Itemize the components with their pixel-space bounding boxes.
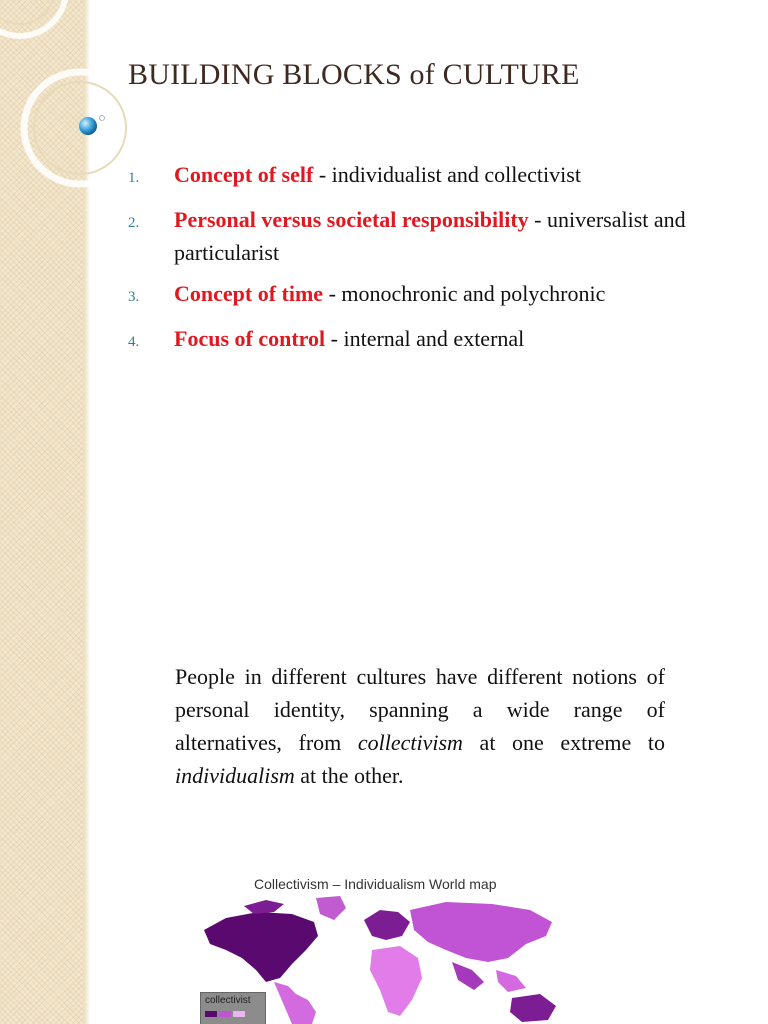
block-description: - individualist and collectivist (313, 162, 581, 187)
legend-swatch-light (233, 1011, 245, 1017)
list-number: 2. (128, 215, 140, 231)
list-number: 4. (128, 334, 140, 350)
paragraph-text: at one extreme to (462, 730, 665, 755)
building-blocks-list (128, 158, 738, 367)
list-item (128, 158, 738, 195)
legend-swatch-dark (205, 1011, 217, 1017)
paragraph-text: People in different cultures have different notions of personal identity, spanning a wide range of alternatives, from (175, 664, 665, 755)
block-term: Concept of time (174, 281, 324, 306)
list-item (128, 322, 738, 359)
legend-swatch-mid (219, 1011, 231, 1017)
circle-rings-decoration-icon (0, 0, 130, 220)
paragraph-text: at the other. (294, 763, 404, 788)
paragraph-emphasis-individualism: individualism (175, 763, 295, 788)
identity-paragraph (175, 660, 665, 792)
world-map-figure (196, 866, 568, 1024)
legend-label: collectivist (205, 995, 251, 1006)
list-item (128, 203, 738, 269)
block-description: - monochronic and polychronic (323, 281, 606, 306)
paragraph-emphasis-collectivism: collectivism (357, 730, 463, 755)
map-legend (200, 992, 266, 1024)
block-term: Concept of self (174, 162, 314, 187)
block-description: - universalist and particularist (174, 207, 686, 265)
slide-title: BUILDING BLOCKS of CULTURE (128, 58, 580, 91)
block-term: Personal versus societal responsibility (174, 207, 529, 232)
block-term: Focus of control (174, 326, 326, 351)
block-description: - internal and external (325, 326, 525, 351)
list-number: 3. (128, 289, 140, 305)
list-number: 1. (128, 170, 140, 186)
list-item (128, 277, 738, 314)
map-caption: Collectivism – Individualism World map (254, 876, 497, 892)
